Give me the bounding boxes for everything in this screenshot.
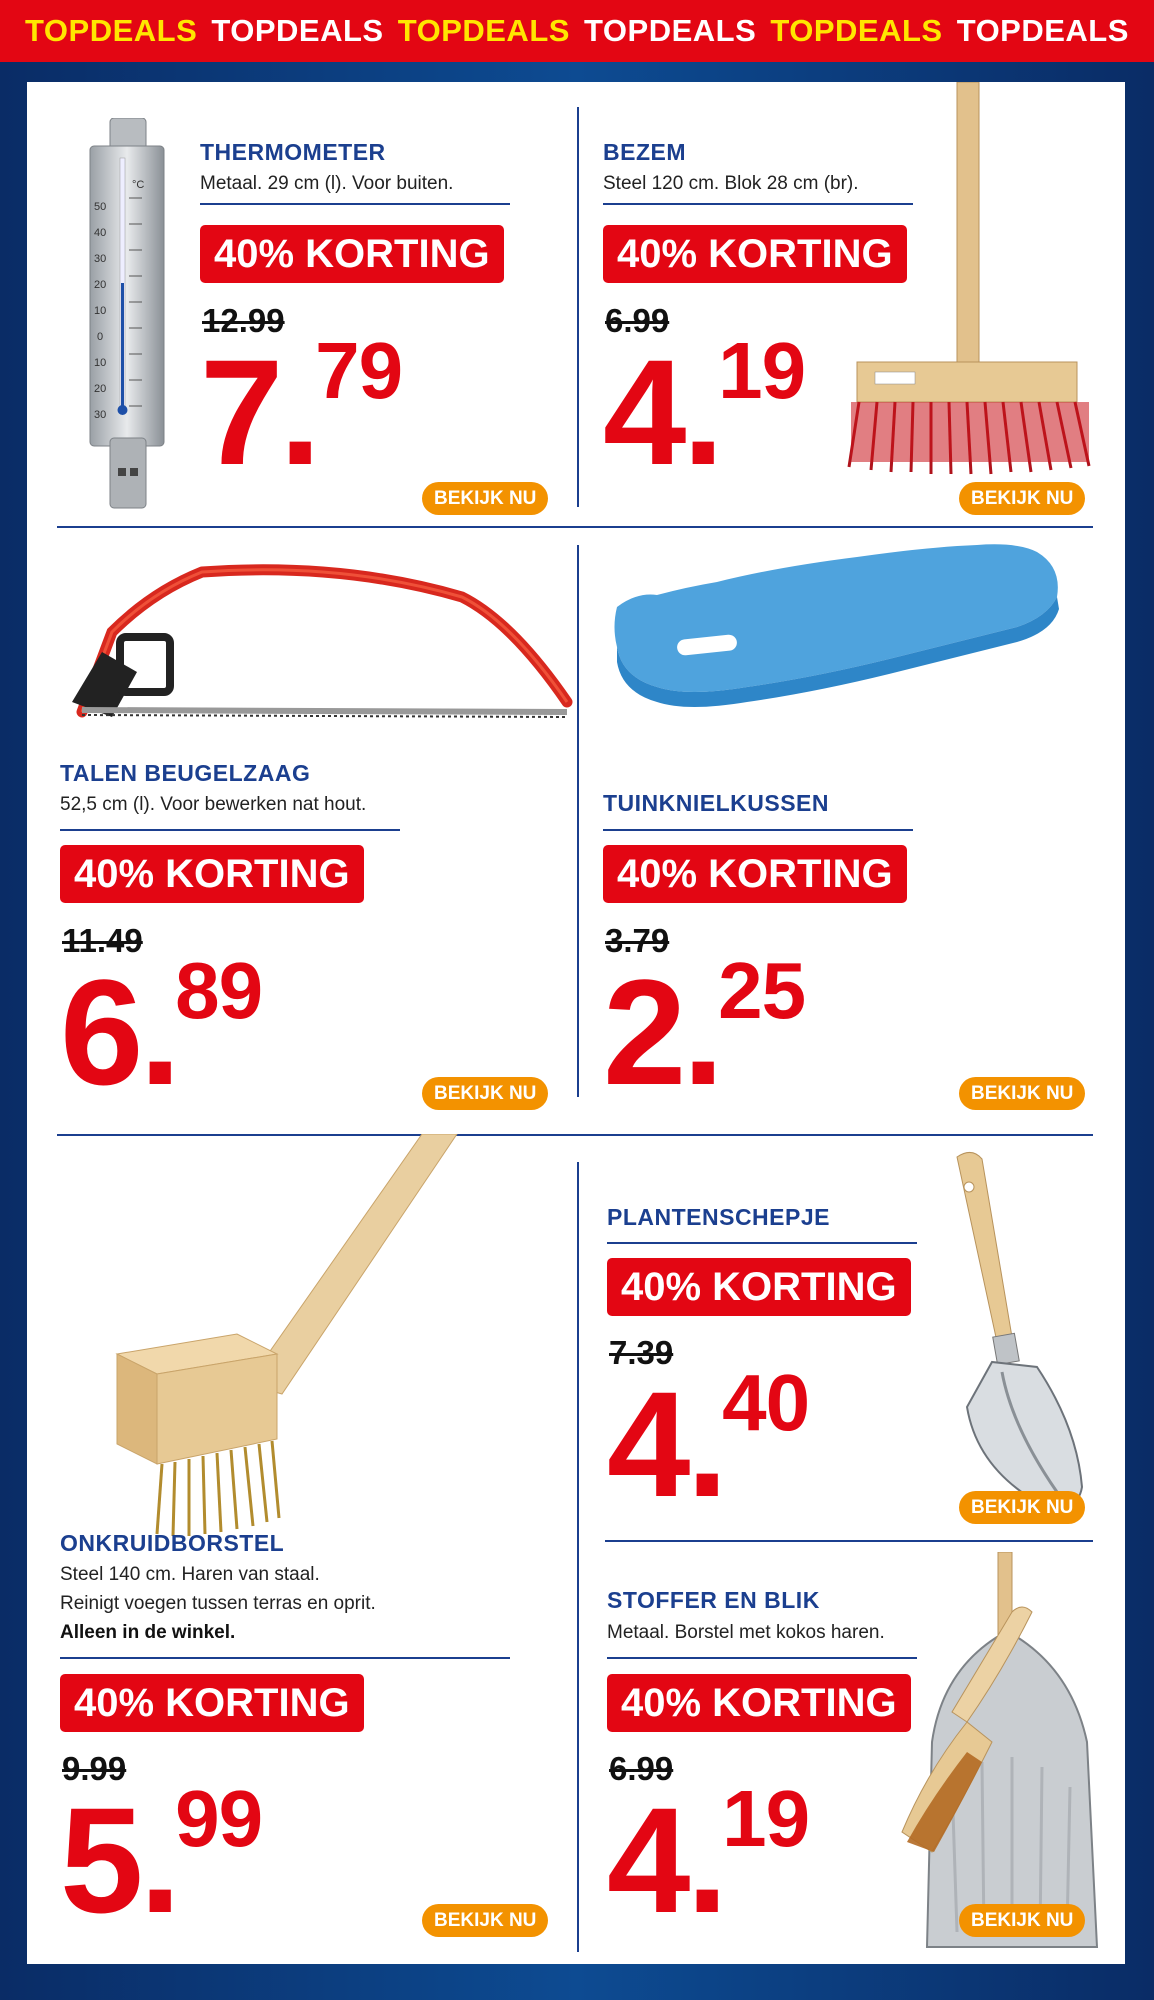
weed-brush-icon xyxy=(107,1134,487,1554)
banner-text: TOPDEALS xyxy=(397,13,570,48)
discount-badge: 40% KORTING xyxy=(603,845,907,903)
old-price: 12.99 xyxy=(202,302,285,339)
old-price: 11.49 xyxy=(62,922,143,959)
banner-text: TOPDEALS xyxy=(956,13,1129,48)
price-whole: 6 xyxy=(60,948,140,1116)
kneeling-pad-icon xyxy=(597,537,1097,717)
discount-badge: 40% KORTING xyxy=(607,1258,911,1316)
banner-text: TOPDEALS xyxy=(584,13,757,48)
price-cents: 25 xyxy=(718,946,806,1035)
svg-text:30: 30 xyxy=(94,253,107,265)
price-cents: 79 xyxy=(315,326,403,415)
price-whole: 4 xyxy=(607,1776,687,1944)
old-price: 6.99 xyxy=(605,302,670,339)
product-description: Steel 120 cm. Blok 28 cm (br). xyxy=(603,173,859,194)
old-price: 9.99 xyxy=(62,1750,127,1787)
dustpan-brush-icon xyxy=(872,1552,1112,1952)
product-description: Steel 140 cm. Haren van staal. xyxy=(60,1564,320,1585)
product-description: Metaal. 29 cm (l). Voor buiten. xyxy=(200,173,454,194)
price-cents: 19 xyxy=(718,326,806,415)
bekijk-nu-button[interactable]: BEKIJK NU xyxy=(959,482,1085,515)
divider xyxy=(577,1162,579,1952)
price-whole: 7 xyxy=(200,328,280,496)
sale-price: 5.99 xyxy=(60,1774,263,1944)
divider xyxy=(605,1540,1093,1542)
price-whole: 2 xyxy=(603,948,683,1116)
bekijk-nu-button[interactable]: BEKIJK NU xyxy=(422,1077,548,1110)
divider xyxy=(577,107,579,507)
bekijk-nu-button[interactable]: BEKIJK NU xyxy=(959,1904,1085,1937)
title-underline xyxy=(607,1657,917,1659)
sale-price: 4.19 xyxy=(607,1774,810,1944)
sale-price: 2.25 xyxy=(603,946,806,1116)
product-description: 52,5 cm (l). Voor bewerken nat hout. xyxy=(60,794,367,815)
svg-text:10: 10 xyxy=(94,357,107,369)
title-underline xyxy=(607,1242,917,1244)
product-title: TUINKNIELKUSSEN xyxy=(603,790,830,816)
svg-text:30: 30 xyxy=(94,409,107,421)
svg-text:40: 40 xyxy=(94,227,107,239)
product-note: Alleen in de winkel. xyxy=(60,1622,236,1643)
title-underline xyxy=(603,203,913,205)
old-price: 3.79 xyxy=(605,922,670,959)
thermometer-icon xyxy=(82,118,172,524)
price-cents: 89 xyxy=(175,946,263,1035)
deals-panel xyxy=(27,82,1125,1964)
discount-badge: 40% KORTING xyxy=(200,225,504,283)
title-underline xyxy=(60,829,400,831)
svg-text:20: 20 xyxy=(94,279,107,291)
product-title: TALEN BEUGELZAAG xyxy=(60,760,311,786)
bekijk-nu-button[interactable]: BEKIJK NU xyxy=(959,1491,1085,1524)
price-cents: 99 xyxy=(175,1774,263,1863)
discount-badge: 40% KORTING xyxy=(60,845,364,903)
svg-text:20: 20 xyxy=(94,383,107,395)
discount-badge: 40% KORTING xyxy=(60,1674,364,1732)
discount-badge: 40% KORTING xyxy=(603,225,907,283)
product-title: STOFFER EN BLIK xyxy=(607,1587,820,1613)
sale-price: 4.40 xyxy=(607,1358,810,1528)
price-whole: 4 xyxy=(607,1360,687,1528)
title-underline xyxy=(200,203,510,205)
sale-price: 4.19 xyxy=(603,326,806,496)
sale-price: 6.89 xyxy=(60,946,263,1116)
product-description: Metaal. Borstel met kokos haren. xyxy=(607,1622,885,1643)
title-underline xyxy=(60,1657,510,1659)
banner-text: TOPDEALS xyxy=(211,13,384,48)
topdeals-banner xyxy=(0,0,1154,62)
svg-text:0: 0 xyxy=(97,331,104,343)
divider xyxy=(57,526,1093,528)
svg-text:°C: °C xyxy=(132,179,145,191)
trowel-icon xyxy=(917,1147,1107,1527)
price-whole: 4 xyxy=(603,328,683,496)
price-cents: 40 xyxy=(722,1358,810,1447)
product-title: THERMOMETER xyxy=(200,139,386,165)
bekijk-nu-button[interactable]: BEKIJK NU xyxy=(959,1077,1085,1110)
product-title: BEZEM xyxy=(603,139,686,165)
product-title: PLANTENSCHEPJE xyxy=(607,1204,830,1230)
discount-badge: 40% KORTING xyxy=(607,1674,911,1732)
product-title: ONKRUIDBORSTEL xyxy=(60,1530,285,1556)
svg-text:50: 50 xyxy=(94,201,107,213)
old-price: 7.39 xyxy=(609,1334,674,1371)
title-underline xyxy=(603,829,913,831)
svg-text:10: 10 xyxy=(94,305,107,317)
price-whole: 5 xyxy=(60,1776,140,1944)
bow-saw-icon xyxy=(42,552,602,732)
banner-text: TOPDEALS xyxy=(770,13,943,48)
banner-text: TOPDEALS xyxy=(25,13,198,48)
bekijk-nu-button[interactable]: BEKIJK NU xyxy=(422,482,548,515)
bekijk-nu-button[interactable]: BEKIJK NU xyxy=(422,1904,548,1937)
sale-price: 7.79 xyxy=(200,326,403,496)
old-price: 6.99 xyxy=(609,1750,674,1787)
product-description: Reinigt voegen tussen terras en oprit. xyxy=(60,1593,376,1614)
price-cents: 19 xyxy=(722,1774,810,1863)
